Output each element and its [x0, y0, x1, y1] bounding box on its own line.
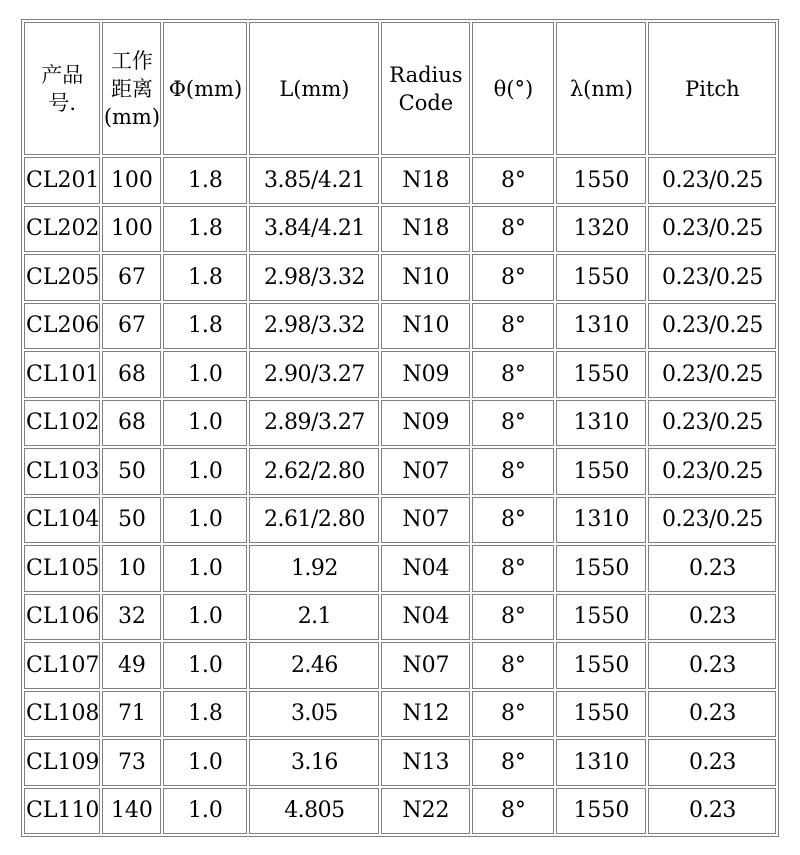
cell-model: CL202	[24, 206, 100, 253]
table-row	[24, 303, 776, 350]
cell-wavelength: 1550	[556, 788, 646, 835]
cell-length: 2.90/3.27	[249, 351, 379, 398]
cell-diameter: 1.0	[163, 788, 247, 835]
cell-model: CL206	[24, 303, 100, 350]
cell-wavelength: 1310	[556, 497, 646, 544]
cell-angle: 8°	[472, 206, 554, 253]
table-row	[24, 691, 776, 738]
cell-radius-code: N12	[381, 691, 470, 738]
cell-angle: 8°	[472, 254, 554, 301]
cell-pitch: 0.23/0.25	[648, 448, 776, 495]
cell-wavelength: 1550	[556, 594, 646, 641]
cell-diameter: 1.8	[163, 254, 247, 301]
cell-radius-code: N10	[381, 254, 470, 301]
cell-working-distance: 71	[102, 691, 161, 738]
cell-working-distance: 68	[102, 351, 161, 398]
cell-length: 3.16	[249, 739, 379, 786]
cell-pitch: 0.23/0.25	[648, 497, 776, 544]
cell-radius-code: N07	[381, 642, 470, 689]
cell-model: CL107	[24, 642, 100, 689]
table-row	[24, 206, 776, 253]
cell-angle: 8°	[472, 157, 554, 204]
header-radius-code-line-2: Code	[398, 90, 454, 115]
cell-length: 3.85/4.21	[249, 157, 379, 204]
cell-model: CL102	[24, 400, 100, 447]
table-row	[24, 448, 776, 495]
cell-pitch: 0.23	[648, 545, 776, 592]
cell-model: CL201	[24, 157, 100, 204]
cell-length: 2.89/3.27	[249, 400, 379, 447]
cell-length: 2.98/3.32	[249, 254, 379, 301]
cell-wavelength: 1550	[556, 448, 646, 495]
cell-working-distance: 32	[102, 594, 161, 641]
cell-radius-code: N04	[381, 545, 470, 592]
header-length-label: L(mm)	[279, 76, 350, 101]
cell-angle: 8°	[472, 545, 554, 592]
cell-working-distance: 67	[102, 303, 161, 350]
cell-radius-code: N07	[381, 448, 470, 495]
cell-diameter: 1.0	[163, 351, 247, 398]
table-row	[24, 788, 776, 835]
cell-wavelength: 1320	[556, 206, 646, 253]
cell-diameter: 1.0	[163, 545, 247, 592]
cell-pitch: 0.23	[648, 788, 776, 835]
cell-radius-code: N07	[381, 497, 470, 544]
cell-length: 3.05	[249, 691, 379, 738]
table-row	[24, 254, 776, 301]
cell-wavelength: 1550	[556, 254, 646, 301]
cell-working-distance: 67	[102, 254, 161, 301]
table-body	[24, 157, 776, 834]
cell-length: 3.84/4.21	[249, 206, 379, 253]
cell-working-distance: 50	[102, 448, 161, 495]
cell-angle: 8°	[472, 448, 554, 495]
cell-pitch: 0.23/0.25	[648, 206, 776, 253]
table-row	[24, 642, 776, 689]
cell-model: CL105	[24, 545, 100, 592]
table-row	[24, 157, 776, 204]
cell-radius-code: N13	[381, 739, 470, 786]
cell-model: CL110	[24, 788, 100, 835]
cell-diameter: 1.0	[163, 594, 247, 641]
cell-wavelength: 1550	[556, 351, 646, 398]
cell-angle: 8°	[472, 400, 554, 447]
cell-model: CL205	[24, 254, 100, 301]
cell-diameter: 1.8	[163, 157, 247, 204]
cell-angle: 8°	[472, 594, 554, 641]
table-row	[24, 545, 776, 592]
cell-working-distance: 49	[102, 642, 161, 689]
cell-wavelength: 1310	[556, 400, 646, 447]
cell-diameter: 1.0	[163, 739, 247, 786]
cell-radius-code: N22	[381, 788, 470, 835]
table-row	[24, 351, 776, 398]
cell-diameter: 1.0	[163, 642, 247, 689]
cell-pitch: 0.23	[648, 594, 776, 641]
cell-wavelength: 1310	[556, 739, 646, 786]
cell-model: CL104	[24, 497, 100, 544]
cell-angle: 8°	[472, 788, 554, 835]
cell-radius-code: N10	[381, 303, 470, 350]
cell-length: 4.805	[249, 788, 379, 835]
header-working-distance	[102, 22, 161, 155]
cell-working-distance: 100	[102, 157, 161, 204]
cell-model: CL109	[24, 739, 100, 786]
cell-working-distance: 100	[102, 206, 161, 253]
table-row	[24, 594, 776, 641]
cell-diameter: 1.0	[163, 400, 247, 447]
header-angle	[472, 22, 554, 155]
header-row	[24, 22, 776, 155]
header-working-distance-line-1: 工作	[110, 48, 153, 73]
cell-diameter: 1.0	[163, 448, 247, 495]
cell-length: 2.46	[249, 642, 379, 689]
header-diameter	[163, 22, 247, 155]
cell-pitch: 0.23	[648, 642, 776, 689]
cell-pitch: 0.23/0.25	[648, 351, 776, 398]
table-row	[24, 497, 776, 544]
cell-length: 2.98/3.32	[249, 303, 379, 350]
cell-angle: 8°	[472, 351, 554, 398]
cell-working-distance: 68	[102, 400, 161, 447]
cell-angle: 8°	[472, 739, 554, 786]
cell-angle: 8°	[472, 642, 554, 689]
cell-angle: 8°	[472, 303, 554, 350]
cell-pitch: 0.23/0.25	[648, 157, 776, 204]
header-working-distance-line-2: 距离	[110, 76, 153, 101]
cell-working-distance: 140	[102, 788, 161, 835]
cell-wavelength: 1550	[556, 545, 646, 592]
cell-wavelength: 1310	[556, 303, 646, 350]
header-wavelength-label: λ(nm)	[569, 76, 633, 101]
header-pitch	[648, 22, 776, 155]
header-diameter-label: Φ(mm)	[168, 76, 243, 101]
cell-diameter: 1.8	[163, 206, 247, 253]
header-angle-label: θ(°)	[493, 76, 534, 101]
spec-table	[21, 19, 779, 837]
cell-length: 2.1	[249, 594, 379, 641]
cell-length: 1.92	[249, 545, 379, 592]
cell-working-distance: 73	[102, 739, 161, 786]
cell-model: CL106	[24, 594, 100, 641]
header-model-line-1: 产品	[41, 62, 84, 87]
cell-model: CL103	[24, 448, 100, 495]
cell-length: 2.61/2.80	[249, 497, 379, 544]
cell-working-distance: 50	[102, 497, 161, 544]
header-radius-code-line-1: Radius	[389, 62, 463, 87]
cell-pitch: 0.23/0.25	[648, 400, 776, 447]
cell-pitch: 0.23	[648, 691, 776, 738]
cell-pitch: 0.23/0.25	[648, 254, 776, 301]
header-wavelength	[556, 22, 646, 155]
cell-angle: 8°	[472, 691, 554, 738]
cell-radius-code: N18	[381, 206, 470, 253]
header-working-distance-line-3: (mm)	[103, 104, 161, 129]
cell-length: 2.62/2.80	[249, 448, 379, 495]
cell-working-distance: 10	[102, 545, 161, 592]
cell-wavelength: 1550	[556, 691, 646, 738]
header-length	[249, 22, 379, 155]
cell-pitch: 0.23/0.25	[648, 303, 776, 350]
cell-radius-code: N09	[381, 351, 470, 398]
table-row	[24, 400, 776, 447]
cell-diameter: 1.8	[163, 303, 247, 350]
cell-diameter: 1.8	[163, 691, 247, 738]
cell-angle: 8°	[472, 497, 554, 544]
cell-model: CL101	[24, 351, 100, 398]
header-model	[24, 22, 100, 155]
cell-pitch: 0.23	[648, 739, 776, 786]
cell-model: CL108	[24, 691, 100, 738]
header-radius-code	[381, 22, 470, 155]
cell-wavelength: 1550	[556, 157, 646, 204]
header-model-line-2: 号.	[48, 90, 77, 115]
cell-diameter: 1.0	[163, 497, 247, 544]
header-pitch-label: Pitch	[685, 76, 740, 101]
cell-radius-code: N09	[381, 400, 470, 447]
cell-radius-code: N04	[381, 594, 470, 641]
cell-wavelength: 1550	[556, 642, 646, 689]
cell-radius-code: N18	[381, 157, 470, 204]
table-row	[24, 739, 776, 786]
